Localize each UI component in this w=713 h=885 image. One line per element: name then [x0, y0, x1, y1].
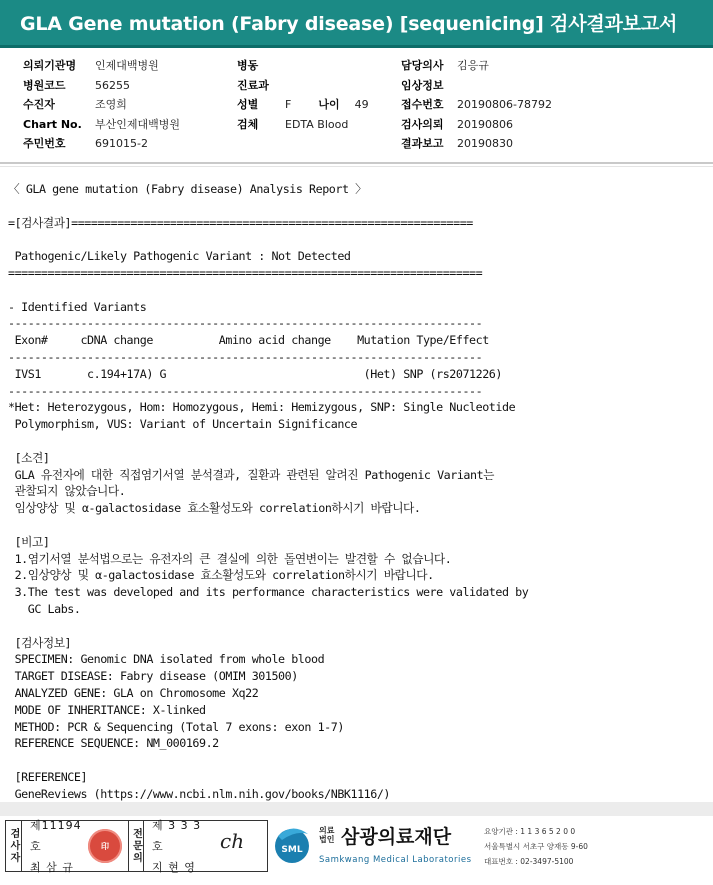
report-line: METHOD: PCR & Sequencing (Total 7 exons: exon 1-7) — [8, 719, 344, 734]
specimen-label: 검체 — [237, 117, 259, 131]
info-value: 20190806 — [457, 117, 513, 131]
report-line: REFERENCE SEQUENCE: NM_000169.2 — [8, 736, 219, 751]
report-line: ------------------------------------------------------------------------ — [8, 349, 483, 364]
info-column-2 — [237, 56, 369, 134]
info-row — [237, 115, 369, 135]
phone: 대표번호 : 02-3497-5100 — [484, 857, 574, 866]
specialist-license: 제 3 3 3 호 — [152, 818, 202, 853]
specialist-cell — [144, 818, 214, 874]
report-line: Polymorphism, VUS: Variant of Uncertain Significance — [8, 417, 358, 432]
report-line — [8, 752, 528, 769]
report-line: 〈 GLA gene mutation (Fabry disease) Analysis Report 〉 — [8, 182, 367, 196]
sex-value: F — [285, 98, 292, 111]
sml-logo-icon — [272, 824, 312, 864]
report-line — [8, 517, 528, 534]
report-line: IVS1 c.194+17A) G (Het) SNP (rs2071226) — [8, 366, 502, 381]
patient-info-panel — [0, 48, 713, 164]
sex-label: 성별 — [237, 98, 259, 111]
info-label: 검사의뢰 — [401, 117, 444, 131]
info-value: 56255 — [95, 78, 130, 92]
footer-divider — [0, 802, 713, 816]
info-label: 주민번호 — [23, 137, 66, 150]
report-line: 관찰되지 않았습니다. — [8, 484, 126, 499]
report-line: *Het: Heterozygous, Hom: Homozygous, Hemi: Hemizygous, SNP: Single Nucleotide — [8, 400, 516, 415]
report-line: - Identified Variants — [8, 299, 147, 314]
institution-code: 요양기관 : 1 1 3 6 5 2 0 0 — [484, 827, 576, 836]
report-line: ------------------------------------------------------------------------ — [8, 316, 483, 331]
info-label: 의뢰기관명 — [23, 59, 77, 72]
address: 서울특별시 서초구 양재동 9-60 — [484, 842, 588, 851]
report-line: Pathogenic/Likely Pathogenic Variant : Not Detected — [8, 249, 351, 264]
report-title: GLA Gene mutation (Fabry disease) [sequenicing] 검사결과보고서 — [0, 0, 713, 48]
info-label: 병원코드 — [23, 78, 66, 92]
info-row — [23, 115, 180, 135]
info-row — [401, 134, 552, 154]
report-line: [소견] — [8, 450, 50, 465]
report-text — [8, 181, 528, 802]
org-type-text: 의료법인 — [319, 826, 335, 844]
report-line: [검사정보] — [8, 635, 72, 650]
age-value: 49 — [354, 98, 369, 111]
info-value: 691015-2 — [95, 137, 148, 150]
report-line: GC Labs. — [8, 601, 81, 616]
info-column-1 — [23, 56, 180, 154]
report-line — [8, 618, 528, 635]
ward-label: 병동 — [237, 59, 259, 72]
report-line: 2.임상양상 및 α-galactosidase 효소활성도와 correlation하시기 바랍니다. — [8, 568, 434, 583]
report-line: GLA 유전자에 대한 직접염기서열 분석결과, 질환과 관련된 알려진 Pathogenic Variant는 — [8, 467, 495, 482]
logo-text: SML — [281, 845, 303, 855]
info-label: 접수번호 — [401, 98, 444, 111]
report-line: SPECIMEN: Genomic DNA isolated from whole blood — [8, 652, 325, 667]
info-label: 담당의사 — [401, 59, 444, 72]
report-line — [8, 231, 528, 248]
examiner-seal-icon: 印 — [88, 829, 122, 863]
info-row — [401, 115, 552, 135]
dept-label: 진료과 — [237, 78, 269, 92]
info-column-3 — [401, 56, 552, 154]
age-label: 나이 — [318, 98, 340, 111]
examiner-label — [6, 821, 22, 871]
info-label: Chart No. — [23, 117, 82, 131]
info-label: 결과보고 — [401, 137, 444, 150]
report-line: TARGET DISEASE: Fabry disease (OMIM 301500) — [8, 669, 298, 684]
report-line: 1.염기서열 분석법으로는 유전자의 큰 결실에 의한 돌연변이는 발견할 수 없습니다. — [8, 551, 452, 566]
info-row — [237, 76, 369, 96]
report-line: [비고] — [8, 534, 50, 549]
report-line: 3.The test was developed and its performance characteristics were validated by — [8, 585, 529, 600]
examiner-license: 제11194호 — [30, 818, 82, 853]
examiner-label-text: 검사자 — [8, 828, 19, 864]
company-logo — [272, 820, 482, 872]
examiner-name: 최 삼 규 — [30, 860, 74, 874]
report-line — [8, 198, 528, 215]
specialist-label-text: 전문의 — [130, 828, 142, 864]
info-row — [23, 76, 180, 96]
signature-icon: ch — [220, 829, 245, 853]
report-line: ======================================================================== — [8, 265, 483, 280]
report-line: ------------------------------------------------------------------------ — [8, 383, 483, 398]
signature-box — [5, 820, 268, 872]
info-label: 수진자 — [23, 98, 55, 111]
info-value: 인제대백병원 — [95, 59, 159, 72]
info-row — [23, 95, 180, 115]
report-line: GeneReviews (https://www.ncbi.nlm.nih.gov/books/NBK1116/) — [8, 786, 391, 801]
info-row — [401, 76, 552, 96]
info-value: 조영희 — [95, 98, 127, 111]
info-value: 20190806-78792 — [457, 98, 552, 111]
report-line — [8, 282, 528, 299]
info-label: 임상정보 — [401, 78, 444, 92]
info-value: 김응규 — [457, 59, 489, 72]
info-row — [401, 56, 552, 76]
info-row — [237, 95, 369, 115]
contact-info — [484, 824, 588, 869]
specimen-value: EDTA Blood — [285, 117, 349, 131]
org-name: 삼광의료재단 — [341, 826, 452, 848]
report-line: MODE OF INHERITANCE: X-linked — [8, 702, 206, 717]
info-row — [237, 56, 369, 76]
info-row — [23, 56, 180, 76]
info-value: 부산인제대백병원 — [95, 117, 181, 131]
examiner-cell — [22, 818, 84, 874]
info-row — [401, 95, 552, 115]
info-row — [23, 134, 180, 154]
report-line: [REFERENCE] — [8, 769, 88, 784]
info-value: 20190830 — [457, 137, 513, 150]
specialist-label — [128, 821, 144, 871]
report-line — [8, 433, 528, 450]
specialist-name: 지 현 영 — [152, 860, 196, 874]
report-line: 임상양상 및 α-galactosidase 효소활성도와 correlation하시기 바랍니다. — [8, 501, 421, 516]
org-english-name: Samkwang Medical Laboratories — [319, 855, 472, 865]
report-line: ANALYZED GENE: GLA on Chromosome Xq22 — [8, 685, 259, 700]
org-type — [319, 826, 339, 844]
report-line: Exon# cDNA change Amino acid change Mutation Type/Effect — [8, 333, 489, 348]
report-line: =[검사결과]============================================================= — [8, 215, 473, 230]
report-body — [0, 166, 713, 802]
